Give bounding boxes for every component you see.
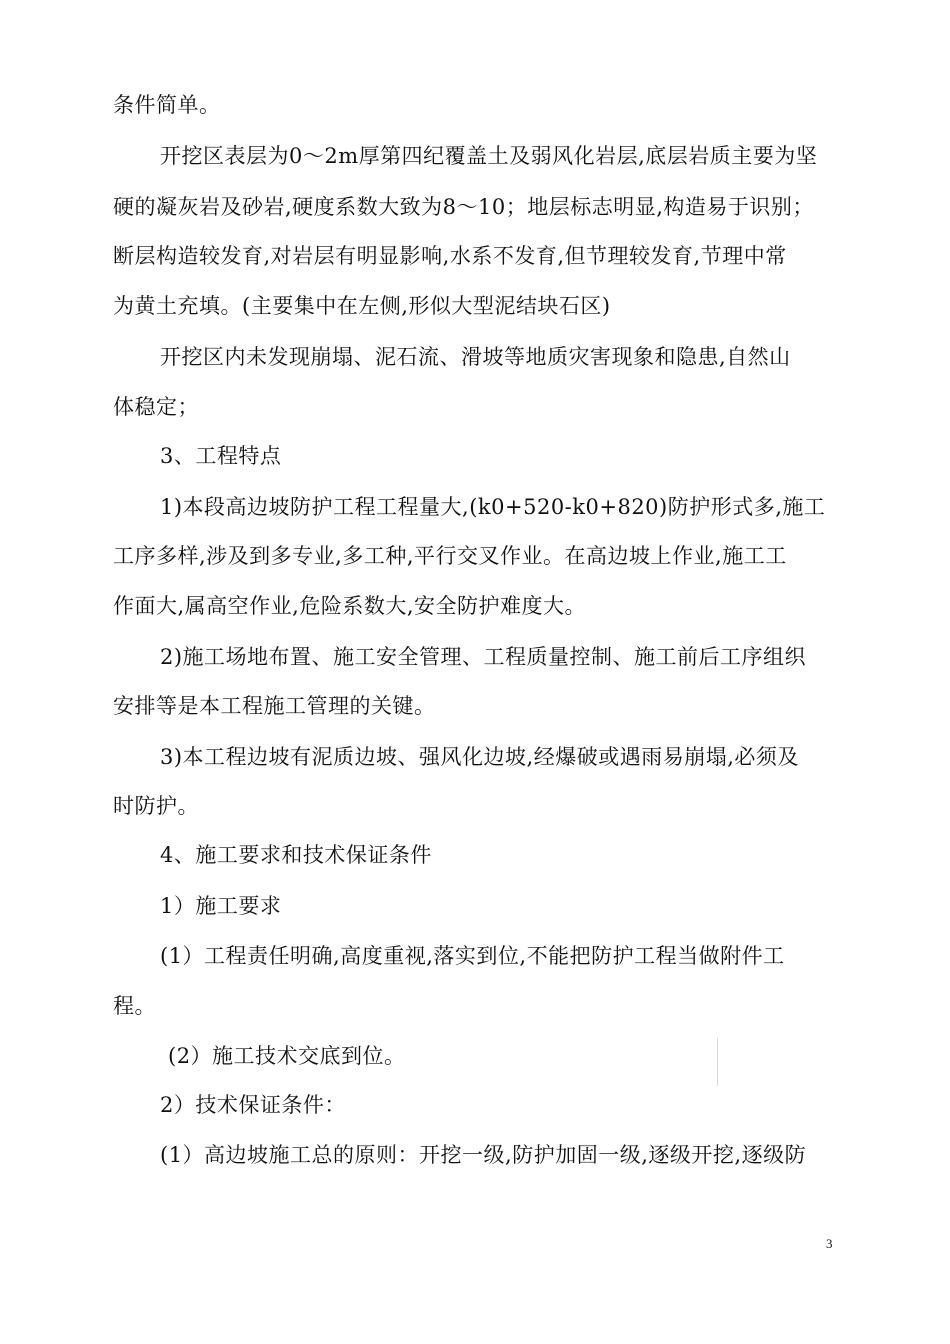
text-line: 作面大,属高空作业,危险系数大,安全防护难度大。 (113, 594, 587, 618)
subsection-heading: 2）技术保证条件： (160, 1093, 346, 1117)
page-number: 3 (826, 1236, 833, 1251)
text-line: 断层构造较发育,对岩层有明显影响,水系不发育,但节理较发育,节理中常 (113, 244, 787, 268)
text-line: 时防护。 (113, 794, 199, 818)
text-line: 安排等是本工程施工管理的关键。 (113, 694, 436, 718)
text-line: 硬的凝灰岩及砂岩,硬度系数大致为8～10；地层标志明显,构造易于识别； (113, 195, 814, 219)
text-line: 开挖区表层为0～2m厚第四纪覆盖土及弱风化岩层,底层岩质主要为坚 (160, 144, 818, 168)
text-line: 开挖区内未发现崩塌、泥石流、滑坡等地质灾害现象和隐患,自然山 (160, 345, 791, 369)
text-line: 3)本工程边坡有泥质边坡、强风化边坡,经爆破或遇雨易崩塌,必须及 (160, 745, 799, 769)
section-heading: 3、工程特点 (160, 444, 282, 468)
text-line: 1)本段高边坡防护工程工程量大,(k0+520-k0+820)防护形式多,施工 (160, 495, 826, 519)
text-line: 为黄土充填。(主要集中在左侧,形似大型泥结块石区) (113, 294, 611, 318)
text-line: 程。 (113, 994, 156, 1018)
text-line: 体稳定； (113, 395, 199, 419)
subsection-heading: 1）施工要求 (160, 894, 282, 918)
text-line: 条件简单。 (113, 93, 221, 117)
text-line: (1）工程责任明确,高度重视,落实到位,不能把防护工程当做附件工 (160, 944, 785, 968)
text-line: (1）高边坡施工总的原则：开挖一级,防护加固一级,逐级开挖,逐级防 (160, 1143, 807, 1167)
text-line: (2）施工技术交底到位。 (168, 1044, 406, 1068)
section-heading: 4、施工要求和技术保证条件 (160, 843, 432, 867)
text-line: 2)施工场地布置、施工安全管理、工程质量控制、施工前后工序组织 (160, 645, 807, 669)
vertical-rule (717, 1038, 718, 1086)
text-line: 工序多样,涉及到多专业,多工种,平行交叉作业。在高边坡上作业,施工工 (113, 544, 787, 568)
